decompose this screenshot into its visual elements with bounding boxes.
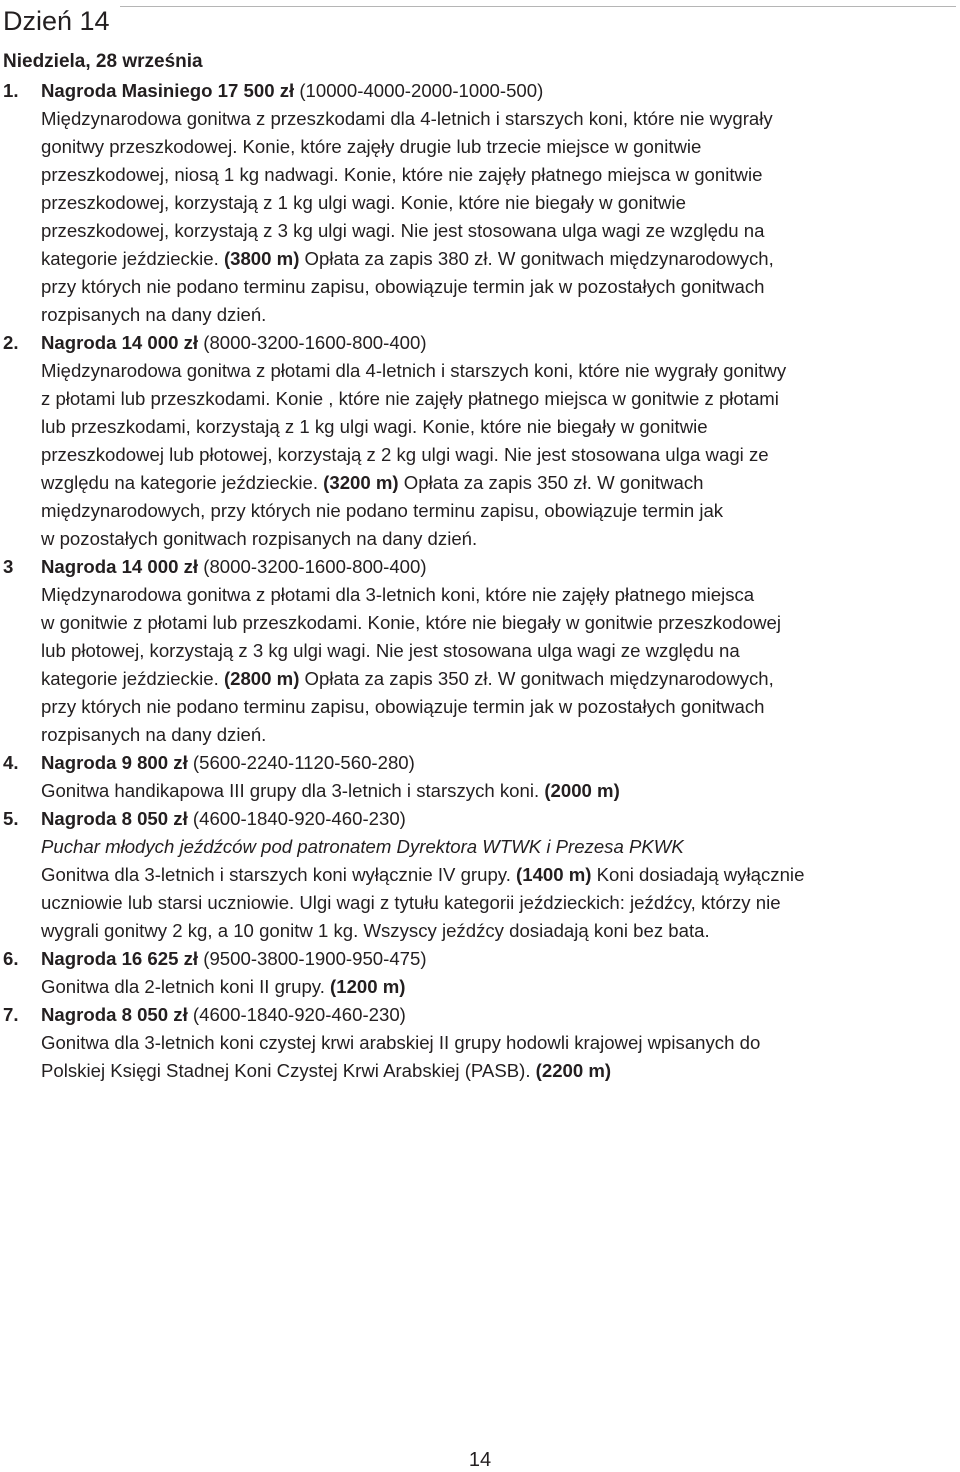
race-description-line <box>41 497 960 525</box>
text-segment: Międzynarodowa gonitwa z przeszkodami dla 4-letnich i starszych koni, które nie wygrały <box>41 108 773 129</box>
text-segment: (10000-4000-2000-1000-500) <box>294 80 544 101</box>
text-segment: wygrali gonitwy 2 kg, a 10 gonitw 1 kg. Wszyscy jeźdźcy dosiadają koni bez bata. <box>41 920 710 941</box>
race-description-line <box>41 441 960 469</box>
race-prize-line <box>41 77 960 105</box>
bold-text: Nagroda Masiniego 17 500 zł <box>41 80 295 101</box>
text-segment: w gonitwie z płotami lub przeszkodami. Konie, które nie biegały w gonitwie przeszkodowej <box>41 612 781 633</box>
race-description-line <box>41 1029 960 1057</box>
race-description-line <box>41 861 960 889</box>
race-prize-line <box>41 329 960 357</box>
bold-text: Nagroda 14 000 zł <box>41 556 199 577</box>
text-segment: Koni dosiadają wyłącznie <box>591 864 805 885</box>
race-prize-line <box>41 1001 960 1029</box>
race-number: 2. <box>3 332 19 353</box>
text-segment: kategorie jeździeckie. <box>41 668 224 689</box>
bold-text: Nagroda 8 050 zł <box>41 808 188 829</box>
text-segment: uczniowie lub starsi uczniowie. Ulgi wagi z tytułu kategorii jeździeckich: jeźdźcy, którzy nie <box>41 892 781 913</box>
text-segment: Gonitwa handikapowa III grupy dla 3-letnich i starszych koni. <box>41 780 545 801</box>
bold-text: (3800 m) <box>223 248 300 269</box>
race-description-line <box>41 721 960 749</box>
bold-text: Nagroda 16 625 zł <box>41 948 199 969</box>
text-segment: Opłata za zapis 380 zł. W gonitwach międzynarodowych, <box>299 248 774 269</box>
race-description-line <box>41 917 960 945</box>
bold-text: (2200 m) <box>535 1060 612 1081</box>
text-segment: przeszkodowej, korzystają z 1 kg ulgi wagi. Konie, które nie biegały w gonitwie <box>41 192 686 213</box>
text-segment: przy których nie podano terminu zapisu, obowiązuje termin jak w pozostałych gonitwach <box>41 696 765 717</box>
race-description-line <box>41 189 960 217</box>
race-number: 1. <box>3 80 19 101</box>
race-description-line <box>41 973 960 1001</box>
race-description-line <box>41 665 960 693</box>
text-segment: w pozostałych gonitwach rozpisanych na dany dzień. <box>41 528 478 549</box>
text-segment: Gonitwa dla 3-letnich koni czystej krwi arabskiej II grupy hodowli krajowej wpisanych do <box>41 1032 761 1053</box>
text-segment: lub przeszkodami, korzystają z 1 kg ulgi wagi. Konie, które nie biegały w gonitwie <box>41 416 708 437</box>
race-description-line <box>41 693 960 721</box>
race-prize-line <box>41 945 960 973</box>
race-description-line <box>41 581 960 609</box>
race-number: 3 <box>3 556 14 577</box>
race-description-line <box>41 525 960 553</box>
race-prize-line <box>41 553 960 581</box>
race-description-line <box>41 245 960 273</box>
text-segment: (4600-1840-920-460-230) <box>187 1004 406 1025</box>
text-segment: (9500-3800-1900-950-475) <box>198 948 427 969</box>
bold-text: (3200 m) <box>323 472 399 493</box>
race-description-line <box>41 609 960 637</box>
text-segment: Gonitwa dla 3-letnich i starszych koni wyłącznie IV grupy. <box>41 864 517 885</box>
race-prize-line <box>41 749 960 777</box>
race-list <box>0 77 960 1085</box>
race-entry <box>0 329 960 553</box>
page-number: 14 <box>468 1449 492 1471</box>
bold-text: Nagroda 8 050 zł <box>41 1004 188 1025</box>
race-description-line <box>41 301 960 329</box>
race-description-line <box>41 889 960 917</box>
race-description-line <box>41 833 960 861</box>
race-description-line <box>41 273 960 301</box>
bold-text: (1400 m) <box>516 864 592 885</box>
race-description-line <box>41 413 960 441</box>
text-segment: przeszkodowej, niosą 1 kg nadwagi. Konie, które nie zajęły płatnego miejsca w gonitwie <box>41 164 763 185</box>
text-segment: przy których nie podano terminu zapisu, obowiązuje termin jak w pozostałych gonitwach <box>41 276 765 297</box>
race-entry <box>0 805 960 945</box>
text-segment: rozpisanych na dany dzień. <box>41 304 267 325</box>
race-number: 7. <box>3 1004 19 1025</box>
text-segment: (5600-2240-1120-560-280) <box>187 752 415 773</box>
race-description-line <box>41 1057 960 1085</box>
race-description-line <box>41 385 960 413</box>
top-rule <box>120 6 956 7</box>
race-description-line <box>41 777 960 805</box>
race-number: 5. <box>3 808 19 829</box>
date-heading: Niedziela, 28 września <box>3 51 203 72</box>
race-description-line <box>41 133 960 161</box>
text-segment: gonitwy przeszkodowej. Konie, które zajęły drugie lub trzecie miejsce w gonitwie <box>41 136 702 157</box>
bold-text: (2800 m) <box>223 668 300 689</box>
text-segment: przeszkodowej, korzystają z 3 kg ulgi wagi. Nie jest stosowana ulga wagi ze względu na <box>41 220 765 241</box>
race-description-line <box>41 637 960 665</box>
race-description-line <box>41 469 960 497</box>
text-segment: Międzynarodowa gonitwa z płotami dla 4-letnich i starszych koni, które nie wygrały gonitwy <box>41 360 787 381</box>
bold-text: Nagroda 9 800 zł <box>41 752 188 773</box>
race-number: 4. <box>3 752 19 773</box>
bold-text: (1200 m) <box>330 976 406 997</box>
race-description-line <box>41 105 960 133</box>
text-segment: (8000-3200-1600-800-400) <box>198 332 427 353</box>
text-segment: względu na kategorie jeździeckie. <box>41 472 324 493</box>
race-entry <box>0 553 960 749</box>
bold-text: Nagroda 14 000 zł <box>41 332 199 353</box>
race-entry <box>0 945 960 1001</box>
race-entry <box>0 1001 960 1085</box>
text-segment: rozpisanych na dany dzień. <box>41 724 267 745</box>
text-segment: (4600-1840-920-460-230) <box>187 808 406 829</box>
race-description-line <box>41 161 960 189</box>
text-segment: z płotami lub przeszkodami. Konie , które nie zajęły płatnego miejsca w gonitwie z płotami <box>41 388 779 409</box>
text-segment: Opłata za zapis 350 zł. W gonitwach międzynarodowych, <box>299 668 774 689</box>
race-prize-line <box>41 805 960 833</box>
race-entry <box>0 77 960 329</box>
italic-text: Puchar młodych jeźdźców pod patronatem Dyrektora WTWK i Prezesa PKWK <box>41 836 684 857</box>
race-description-line <box>41 217 960 245</box>
bold-text: (2000 m) <box>544 780 620 801</box>
race-number: 6. <box>3 948 19 969</box>
text-segment: lub płotowej, korzystają z 3 kg ulgi wagi. Nie jest stosowana ulga wagi ze względu na <box>41 640 740 661</box>
race-description-line <box>41 357 960 385</box>
text-segment: międzynarodowych, przy których nie podano terminu zapisu, obowiązuje termin jak <box>41 500 724 521</box>
day-title: Dzień 14 <box>3 6 110 36</box>
text-segment: Polskiej Księgi Stadnej Koni Czystej Krwi Arabskiej (PASB). <box>41 1060 536 1081</box>
text-segment: Opłata za zapis 350 zł. W gonitwach <box>398 472 704 493</box>
text-segment: (8000-3200-1600-800-400) <box>198 556 427 577</box>
text-segment: Gonitwa dla 2-letnich koni II grupy. <box>41 976 331 997</box>
text-segment: Międzynarodowa gonitwa z płotami dla 3-letnich koni, które nie zajęły płatnego miejsca <box>41 584 755 605</box>
text-segment: kategorie jeździeckie. <box>41 248 224 269</box>
race-entry <box>0 749 960 805</box>
text-segment: przeszkodowej lub płotowej, korzystają z 2 kg ulgi wagi. Nie jest stosowana ulga wagi ze <box>41 444 769 465</box>
